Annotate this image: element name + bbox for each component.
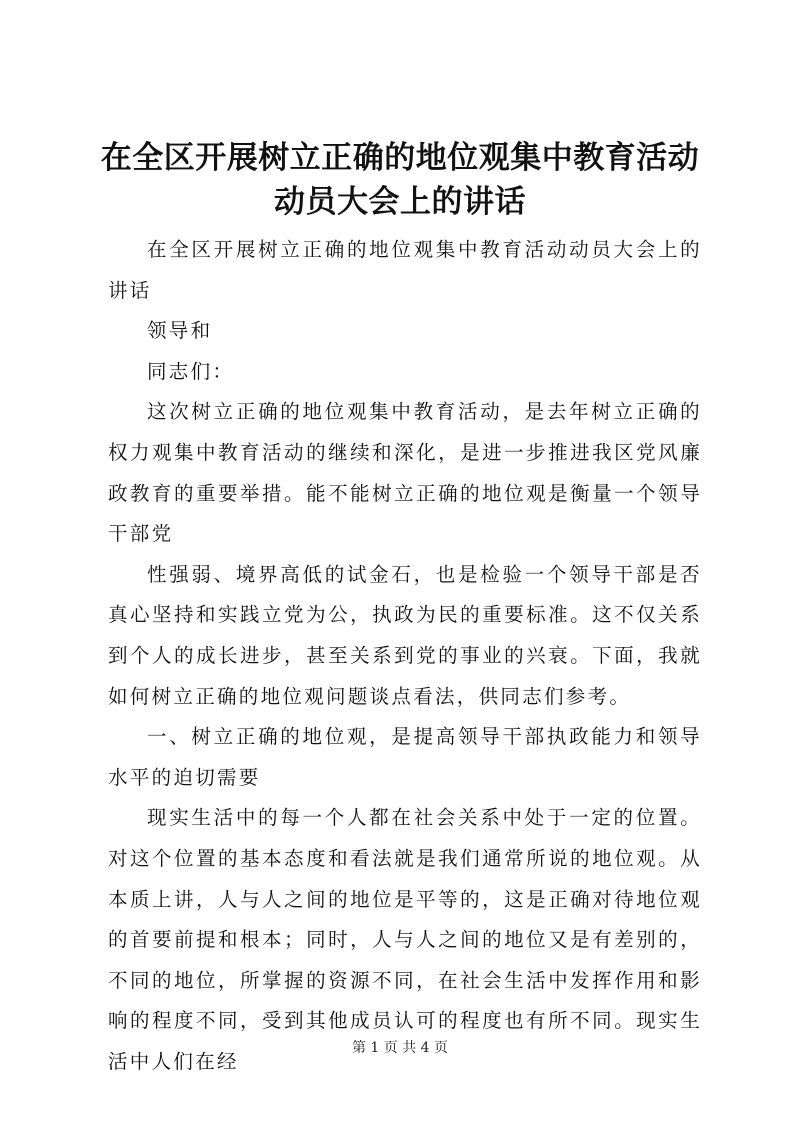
paragraph-intro: 这次树立正确的地位观集中教育活动，是去年树立正确的权力观集中教育活动的继续和深化，是进一步推进我区党风廉政教育的重要举措。能不能树立正确的地位观是衡量一个领导干部党 xyxy=(108,400,702,546)
paragraph-significance: 性强弱、境界高低的试金石，也是检验一个领导干部是否真心坚持和实践立党为公，执政为民的重要标准。这不仅关系到个人的成长进步，甚至关系到党的事业的兴衰。下面，我就如何树立正确的地位观问题谈点看法，供同志们参考。 xyxy=(108,562,702,708)
paragraph-section-one-body: 现实生活中的每一个人都在社会关系中处于一定的位置。对这个位置的基本态度和看法就是我们通常所说的地位观。从本质上讲，人与人之间的地位是平等的，这是正确对待地位观的首要前提和根本；同时，人与人之间的地位又是有差别的，不同的地位，所掌握的资源不同，在社会生活中发挥作用和影响的程度不同，受到其他成员认可的程度也有所不同。现实生活中人们在经 xyxy=(108,806,702,1073)
paragraph-section-one-heading: 一、树立正确的地位观，是提高领导干部执政能力和领导水平的迫切需要 xyxy=(108,725,702,789)
document-title: 在全区开展树立正确的地位观集中教育活动动员大会上的讲话 xyxy=(100,140,700,220)
paragraph-heading-repeat: 在全区开展树立正确的地位观集中教育活动动员大会上的讲话 xyxy=(108,238,702,302)
paragraph-salutation-comrades: 同志们： xyxy=(147,359,235,383)
paragraph-salutation-leaders: 领导和 xyxy=(147,319,213,343)
document-body xyxy=(108,230,702,1082)
page-number-footer: 第 1 页 共 4 页 xyxy=(351,1040,449,1056)
